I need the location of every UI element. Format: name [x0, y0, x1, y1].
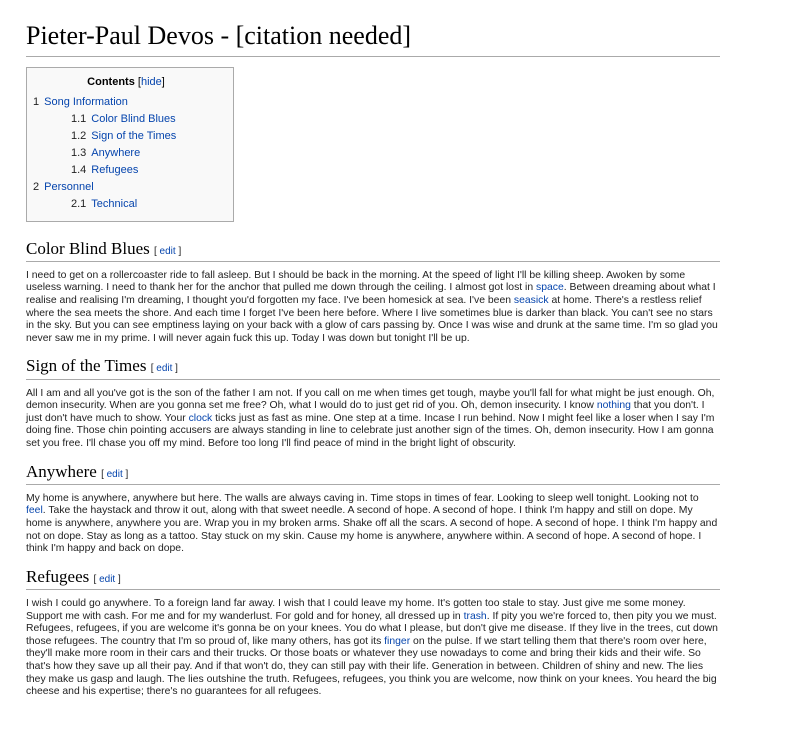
toc-item	[31, 111, 221, 128]
edit-link[interactable]: edit	[99, 573, 116, 585]
toc-item-link[interactable]: Refugees	[91, 163, 139, 176]
toc-item-number: 2.1	[71, 197, 87, 210]
body-text: . Between dreaming about what I realise and realising I'm dreaming, I thought you'd forgotten my face. I've been homesick at sea. I've been	[26, 282, 716, 306]
toc-item-link[interactable]: Technical	[91, 197, 138, 210]
table-of-contents	[26, 67, 234, 222]
toc-item-number: 1.2	[71, 129, 87, 142]
toc-item-number: 2	[33, 180, 40, 193]
body-text: All I am and all you've got is the son of the father I am not. If you call on me when times get tough, maybe you'll fall for what might be just enough. Oh, demon insecurity. When are you gonna set me free? Oh, what I would do to just get rid of you. Oh, demon insecurity. I know	[26, 387, 715, 412]
section-heading-text: Color Blind Blues	[26, 238, 154, 258]
section-body	[26, 270, 720, 346]
toc-item-link[interactable]: Song Information	[44, 95, 128, 108]
toc-item-number: 1.3	[71, 146, 87, 159]
toc-item	[31, 128, 221, 145]
inline-link[interactable]: nothing	[596, 400, 631, 412]
inline-link[interactable]: seasick	[513, 294, 549, 306]
edit-bracket-open: [	[93, 573, 100, 585]
toc-item-link[interactable]: Color Blind Blues	[91, 112, 176, 125]
toc-header	[31, 76, 221, 88]
body-text: . If pity you we're forced to, then pity you we must. Refugees, refugees, if you are welcome it's gonna be on your knees. You do what I please, but don't give me disease. If they live in the trees, cut down those refugees. The country that I'm so proud of, like many others, has got its	[26, 610, 718, 647]
toc-hide-wrapper	[138, 76, 165, 88]
section-edit	[94, 574, 121, 585]
section-heading	[26, 355, 720, 379]
toc-hide-bracket-open: [	[137, 75, 141, 88]
inline-link[interactable]: space	[536, 282, 564, 294]
body-text: on the pulse. If we start telling them that there's room over here, they'll make more room in their cars and their trucks. Or those boats or whatever they use nowadays to come and bring their kids and their wife. So that's how they save up all their pay. And if that won't do, they can still pay with their life. Generation in between. Children of shiny and new. The lies they make us gasp and laugh. The lies outshine the truth. Refugees, refugees, you think you are welcome, now think on your knees. You heard the big cheese and his expertise; there's no guarantees for all refugees.	[26, 635, 717, 698]
body-text: . Take the haystack and throw it out, along with that sweet needle. A second of hope. A second of hope. I think I'm happy and still on dope. My home is anywhere, anywhere you are. Wrap you in my broken arms. Shake off all the scars. A second of hope. A second of hope. I think I'm happy and not on dope. Stay as long as a tattoo. Stay stuck on my skin. Cause my home is anywhere, anywhere within. A second of hope. A second of hope. I think I'm happy and back on dope.	[26, 505, 718, 555]
inline-link[interactable]: clock	[188, 412, 213, 424]
section-edit	[154, 246, 181, 257]
inline-link[interactable]: trash	[463, 610, 487, 622]
toc-hide-link[interactable]: hide	[140, 75, 162, 88]
toc-item-link[interactable]: Sign of the Times	[91, 129, 177, 142]
edit-bracket-close: ]	[175, 245, 182, 257]
edit-bracket-open: [	[153, 245, 160, 257]
inline-link[interactable]: feel	[26, 505, 43, 517]
toc-item	[31, 162, 221, 179]
toc-item	[31, 145, 221, 162]
page-title: Pieter-Paul Devos - [citation needed]	[26, 20, 720, 57]
toc-item-link[interactable]: Anywhere	[91, 146, 141, 159]
body-text: that you don't. I just don't have much to show. Your	[26, 400, 705, 424]
toc-list	[31, 94, 221, 213]
edit-link[interactable]: edit	[106, 468, 123, 480]
body-text: at home. There's a restless relief where the sea meets the shore. And each time I forget I've been here before. Where I live sometimes blue is darker than black. You can't see no stars in the sky. But you can see emptiness laying on your back with a glow of cars passing by. Once I was wise and drunk at the same time. I'm so glad you never saw me in my prime. I will never again fuck this up. Today I was down but tonight I'll be up.	[26, 294, 718, 344]
toc-item	[31, 94, 221, 111]
section-heading	[26, 461, 720, 485]
sections	[26, 238, 720, 699]
section-heading-text: Refugees	[26, 566, 94, 586]
body-text: My home is anywhere, anywhere but here. The walls are always caving in. Time stops in times of fear. Looking to sleep well tonight. Looking not to	[26, 492, 699, 504]
toc-hide-bracket-close: ]	[161, 75, 165, 88]
edit-link[interactable]: edit	[156, 363, 173, 375]
edit-link[interactable]: edit	[159, 245, 176, 257]
section-body	[26, 598, 720, 699]
inline-link[interactable]: finger	[384, 635, 411, 647]
edit-bracket-open: [	[101, 468, 107, 480]
toc-item-number: 1	[33, 95, 40, 108]
body-text: I wish I could go anywhere. To a foreign land far away. I wish that I could leave my home. It's gotten too stale to stay. Just give me some money. Support me with cash. For me and for my wanderlust. For gold and for honey, all dressed up in	[26, 598, 686, 622]
edit-bracket-open: [	[150, 363, 157, 375]
section-body	[26, 388, 720, 451]
toc-item-number: 1.4	[71, 163, 87, 176]
section-body	[26, 493, 720, 556]
section-edit	[101, 469, 128, 480]
section-heading-text: Anywhere	[26, 461, 102, 481]
edit-bracket-close: ]	[172, 363, 178, 375]
edit-bracket-close: ]	[122, 468, 129, 480]
edit-bracket-close: ]	[115, 573, 121, 585]
section-heading-text: Sign of the Times	[26, 356, 151, 376]
section-heading	[26, 238, 720, 262]
body-text: I need to get on a rollercoaster ride to fall asleep. But I should be back in the morning. At the speed of light I'll be killing sheep. Awoken by some useless warning. I need to thank her for the anchor that pulled me down through the ceiling. I almost got lost in	[26, 269, 686, 294]
body-text: ticks just as fast as mine. One step at a time. Incase I run behind. Now I might feel like a loser when I say I'm doing fine. Those chin pointing accusers are always standing in line to celebrate just another sign of the times. Oh, demon insecurity. How I am gonna set you free. I'll chase you off my mind. Before too long I'll find peace of mind in the bright light of obscurity.	[26, 412, 715, 449]
section-edit	[151, 363, 178, 374]
toc-item	[31, 196, 221, 213]
toc-title: Contents	[87, 75, 135, 88]
toc-item	[31, 179, 221, 196]
section-heading	[26, 566, 720, 590]
toc-item-link[interactable]: Personnel	[44, 180, 94, 193]
toc-item-number: 1.1	[71, 112, 87, 125]
